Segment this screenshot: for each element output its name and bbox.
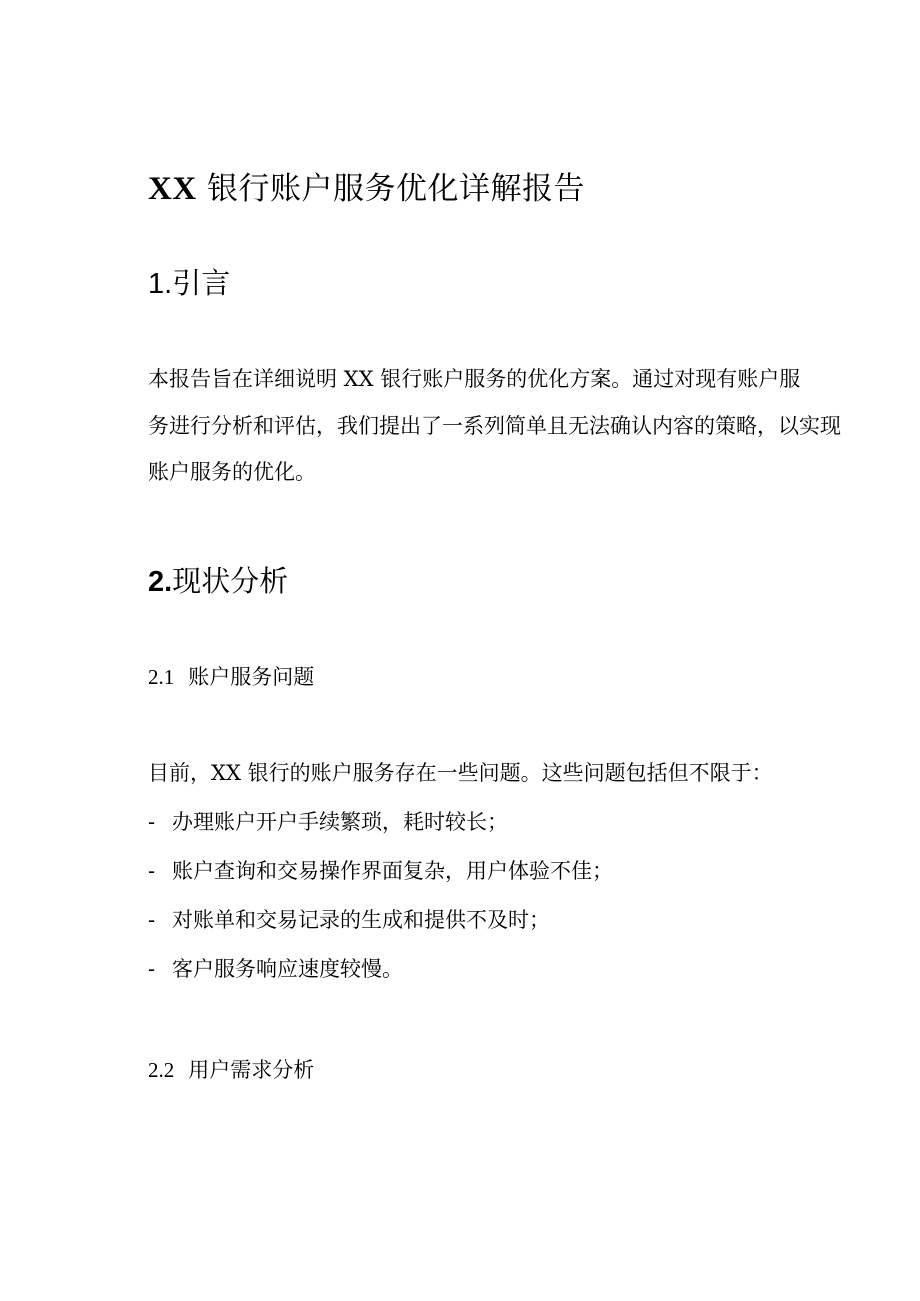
section-1-heading	[148, 263, 230, 304]
subsection-2-2-heading	[148, 1055, 314, 1085]
bullet-marker: -	[148, 908, 156, 932]
section-1-paragraph-line-3: 账户服务的优化。	[148, 460, 316, 484]
subsection-2-1-number: 2.1	[148, 665, 175, 689]
list-item	[148, 905, 550, 935]
bullet-marker: -	[148, 810, 156, 834]
list-item	[148, 954, 403, 984]
section-1-number: 1.	[148, 268, 173, 300]
list-item-text: 客户服务响应速度较慢。	[172, 957, 403, 981]
list-item	[148, 856, 613, 886]
subsection-2-2-number: 2.2	[148, 1058, 175, 1082]
bullet-marker: -	[148, 859, 156, 883]
title-text: 银行账户服务优化详解报告	[207, 171, 586, 207]
bullet-marker: -	[148, 957, 156, 981]
document-title	[148, 168, 585, 210]
section-1-paragraph-line-2: 务进行分析和评估，我们提出了一系列简单且无法确认内容的策略，以实现	[148, 414, 841, 438]
section-1-paragraph-line-1: 本报告旨在详细说明 XX 银行账户服务的优化方案。通过对现有账户服	[148, 367, 801, 391]
list-item-text: 账户查询和交易操作界面复杂，用户体验不佳；	[172, 859, 613, 883]
list-item-text: 对账单和交易记录的生成和提供不及时；	[172, 908, 550, 932]
section-2-number: 2.	[148, 566, 173, 598]
subsection-2-1-intro: 目前，XX 银行的账户服务存在一些问题。这些问题包括但不限于：	[148, 761, 773, 785]
title-prefix: XX	[148, 171, 197, 207]
subsection-2-1-title: 账户服务问题	[188, 665, 315, 689]
section-2-heading	[148, 561, 288, 602]
subsection-2-2-title: 用户需求分析	[188, 1058, 315, 1082]
section-2-title: 现状分析	[172, 564, 289, 598]
subsection-2-1-heading	[148, 662, 314, 692]
list-item	[148, 807, 508, 837]
list-item-text: 办理账户开户手续繁琐，耗时较长；	[172, 810, 508, 834]
section-1-title: 引言	[172, 266, 231, 300]
